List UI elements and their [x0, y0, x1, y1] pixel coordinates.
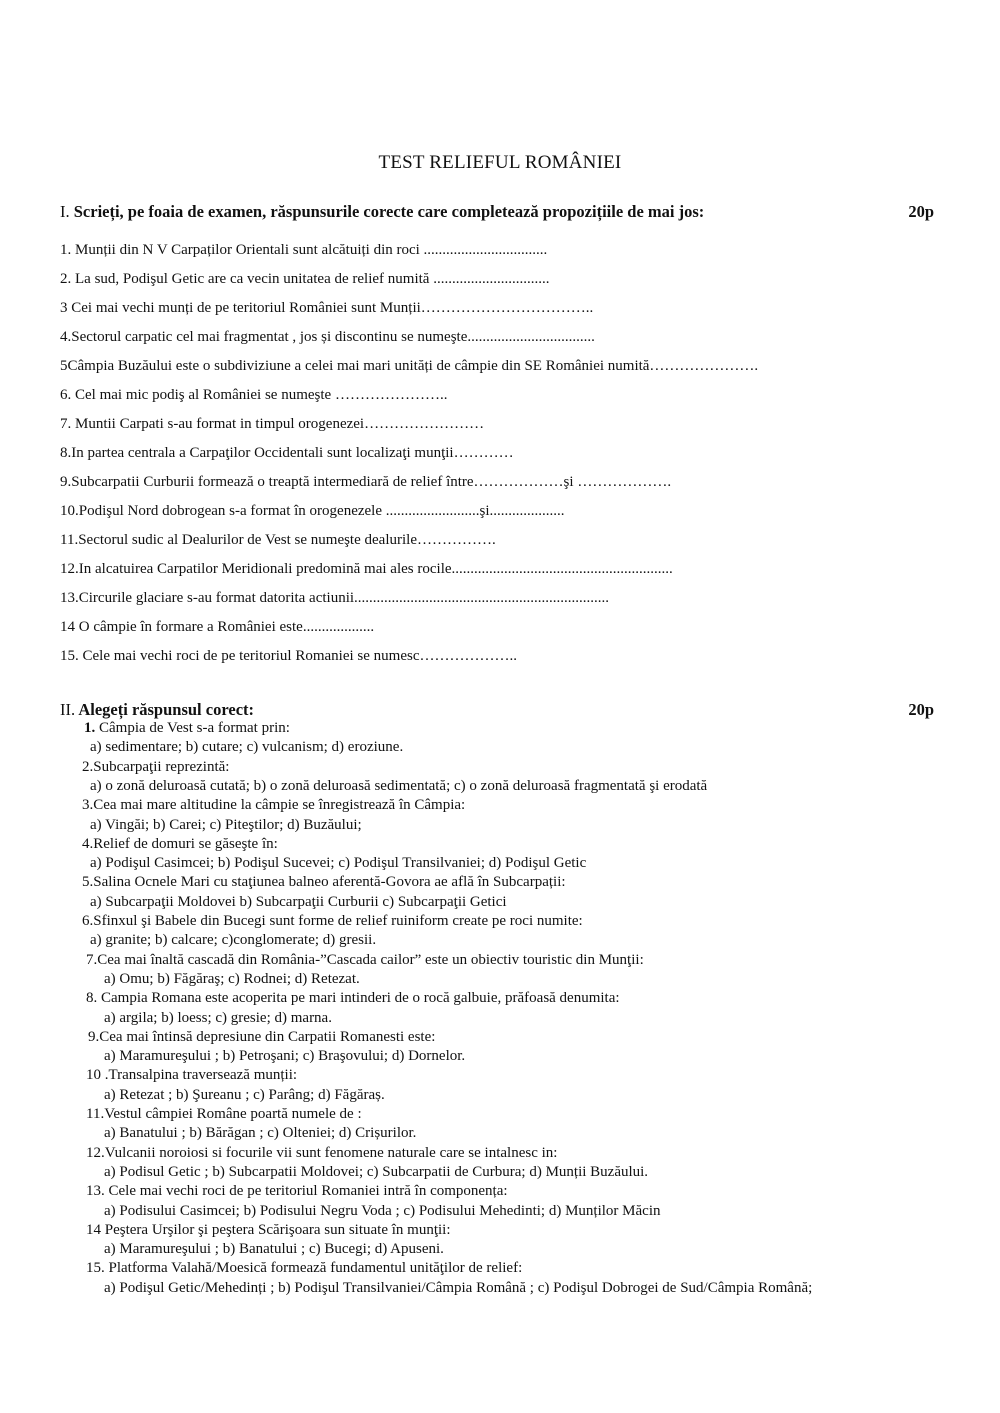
fill-in-item: 4.Sectorul carpatic cel mai fragmentat , jos și discontinu se numeşte.................................. — [60, 329, 595, 345]
section-1-heading — [60, 202, 934, 222]
answer-options: a) Subcarpaţii Moldovei b) Subcarpaţii Curburii c) Subcarpaţii Getici — [90, 893, 507, 910]
question-text: Câmpia de Vest s-a format prin: — [99, 720, 290, 736]
answer-options: a) Podisului Casimcei; b) Podisului Negru Voda ; c) Podisului Mehedinti; d) Munților Măcin — [104, 1202, 661, 1219]
fill-in-item: 3 Cei mai vechi munți de pe teritoriul României sunt Munții…………………………….. — [60, 300, 594, 316]
fill-in-item: 15. Cele mai vechi roci de pe teritoriul Romaniei se numesc……………….. — [60, 648, 517, 664]
question-text: 14 Peştera Urşilor şi peştera Scărişoara sun situate în munţii: — [86, 1221, 451, 1238]
page-title: TEST RELIEFUL ROMÂNIEI — [378, 152, 622, 173]
section-1-points: 20p — [908, 202, 934, 221]
fill-in-item: 7. Muntii Carpati s-au format in timpul orogenezei…………………… — [60, 416, 485, 432]
fill-in-item: 8.In partea centrala a Carpaţilor Occidentali sunt localizaţi munţii………… — [60, 445, 514, 461]
question-text: 3.Cea mai mare altitudine la câmpie se înregistrează în Câmpia: — [82, 797, 466, 814]
answer-options: a) Podişul Getic/Mehedinți ; b) Podişul Transilvaniei/Câmpia Română ; c) Podişul Dobrogei de Sud/Câmpia Română; — [104, 1279, 813, 1296]
question-text: 9.Cea mai întinsă depresiune din Carpatii Romanesti este: — [88, 1028, 436, 1045]
fill-in-item: 6. Cel mai mic podiş al României se numeşte ………………….. — [60, 387, 448, 403]
question-text: 13. Cele mai vechi roci de pe teritoriul Romaniei intră în componența: — [86, 1183, 508, 1200]
answer-options: a) Retezat ; b) Şureanu ; c) Parâng; d) Făgăraș. — [104, 1086, 385, 1103]
question-1-number: 1. — [84, 720, 96, 736]
fill-in-item: 2. La sud, Podişul Getic are ca vecin unitatea de relief numită ............................... — [60, 271, 550, 287]
fill-in-item: 5Câmpia Buzăului este o subdiviziune a celei mai mari unități de câmpie din SE României numită…………………. — [60, 358, 759, 374]
section-2-instructions: Alegeți răspunsul corect: — [75, 700, 255, 719]
question-text: 6.Sfinxul şi Babele din Bucegi sunt forme de relief ruiniform create pe roci numite: — [82, 913, 583, 929]
answer-options: a) Maramureşului ; b) Banatului ; c) Bucegi; d) Apuseni. — [104, 1241, 444, 1258]
question-text: 15. Platforma Valahă/Moesică formează fundamentul unităţilor de relief: — [86, 1260, 523, 1277]
question-text: 12.Vulcanii noroiosi si focurile vii sunt fenomene naturale care se intalnesc in: — [86, 1144, 558, 1161]
question-text: 8. Campia Romana este acoperita pe mari intinderi de o rocă galbuie, prăfoasă denumita: — [86, 990, 620, 1007]
answer-options: a) Banatului ; b) Bărăgan ; c) Olteniei; d) Crișurilor. — [104, 1125, 417, 1142]
fill-in-item: 14 O câmpie în formare a României este................... — [60, 619, 375, 635]
answer-options: a) Vingăi; b) Carei; c) Piteştilor; d) Buzăului; — [90, 816, 362, 833]
answer-options: a) Podişul Casimcei; b) Podişul Sucevei; c) Podişul Transilvaniei; d) Podişul Getic — [90, 855, 587, 872]
question-text: 4.Relief de domuri se găseşte în: — [82, 835, 278, 852]
section-1-instructions: Scrieți, pe foaia de examen, răspunsurile corecte care completează propozițiile de mai jos: — [69, 202, 705, 221]
fill-in-item: 13.Circurile glaciare s-au format datorita actiunii.................................................................... — [60, 590, 610, 606]
answer-options: a) Maramureşului ; b) Petroşani; c) Braşovului; d) Dornelor. — [104, 1048, 466, 1065]
section-1-number: I. — [60, 202, 70, 221]
answer-options: a) Podisul Getic ; b) Subcarpatii Moldovei; c) Subcarpatii de Curbura; d) Munții Buzăului. — [104, 1163, 649, 1180]
answer-options: a) o zonă deluroasă cutată; b) o zonă deluroasă sedimentată; c) o zonă deluroasă fragmentată şi erodată — [90, 777, 708, 794]
fill-in-item: 9.Subcarpatii Curburii formează o treaptă intermediară de relief între………………şi ………………. — [60, 474, 672, 490]
section-2-number: II. — [60, 700, 76, 719]
answer-options: a) argila; b) loess; c) gresie; d) marna. — [104, 1009, 332, 1026]
answer-options: a) Omu; b) Făgăraş; c) Rodnei; d) Retezat. — [104, 970, 360, 987]
answer-options: a) sedimentare; b) cutare; c) vulcanism; d) eroziune. — [90, 739, 404, 756]
section-2-points: 20p — [908, 700, 934, 719]
question-text: 11.Vestul câmpiei Române poartă numele de : — [86, 1106, 362, 1122]
fill-in-item: 12.In alcatuirea Carpatilor Meridionali predomină mai ales rocile........................................................... — [60, 561, 673, 577]
question-text: 7.Cea mai înaltă cascadă din România-”Cascada cailor” este un obiectiv touristic din Munţii: — [86, 951, 644, 968]
question-text: 10 .Transalpina traversează munții: — [86, 1067, 298, 1084]
fill-in-item: 1. Munții din N V Carpaților Orientali sunt alcătuiți din roci ................................. — [60, 242, 548, 258]
fill-in-item: 11.Sectorul sudic al Dealurilor de Vest se numeşte dealurile……………. — [60, 532, 496, 548]
question-text: 5.Salina Ocnele Mari cu staţiunea balneo aferentă-Govora ae află în Subcarpații: — [82, 874, 566, 891]
fill-in-item: 10.Podişul Nord dobrogean s-a format în orogenezele .........................şi.................... — [60, 503, 565, 519]
section-2-heading — [60, 700, 934, 720]
answer-options: a) granite; b) calcare; c)conglomerate; d) gresii. — [90, 932, 377, 949]
question-text: 2.Subcarpaţii reprezintă: — [82, 758, 230, 775]
